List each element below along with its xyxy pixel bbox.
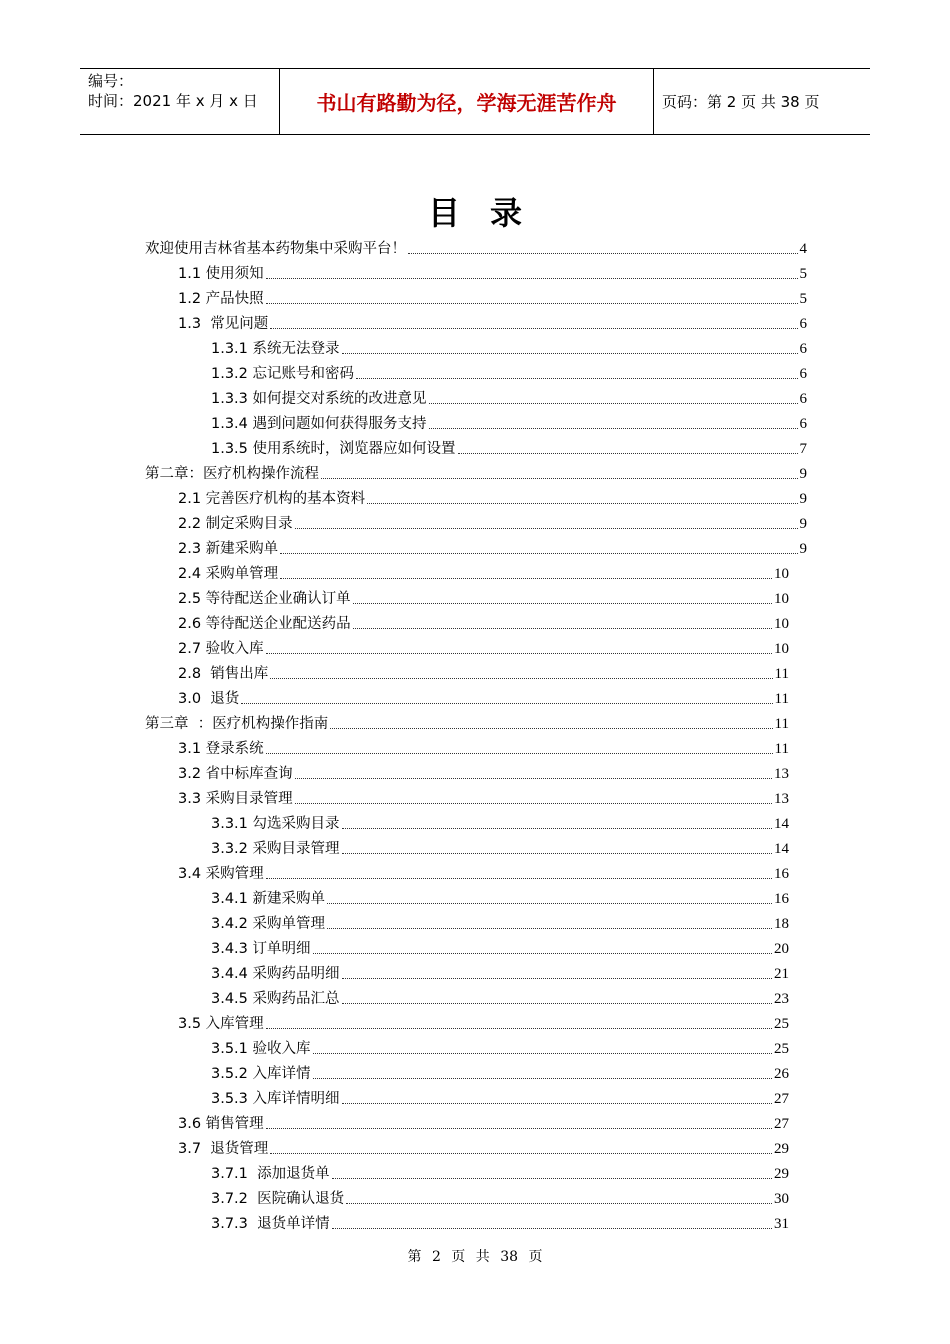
toc-entry-page: 11	[774, 666, 789, 682]
date-label: 时间：2021 年 x 月 x 日	[88, 92, 258, 110]
toc-leader-dots	[342, 828, 772, 829]
toc-leader-dots	[458, 453, 798, 454]
toc-entry-page: 10	[774, 591, 789, 607]
toc-entry-page: 9	[799, 516, 807, 532]
toc-entry-label: 1.3.5 使用系统时，浏览器应如何设置	[211, 441, 456, 457]
toc-leader-dots	[342, 1003, 772, 1004]
toc-entry-label: 1.3 常见问题	[178, 316, 269, 332]
toc-entry[interactable]	[145, 308, 807, 333]
toc-leader-dots	[266, 1128, 772, 1129]
toc-entry[interactable]	[145, 808, 789, 833]
toc-entry-page: 10	[774, 566, 789, 582]
toc-entry-label: 3.4.5 采购药品汇总	[211, 991, 340, 1007]
toc-entry[interactable]	[145, 1108, 789, 1133]
toc-entry-label: 3.7.3 退货单详情	[211, 1216, 330, 1232]
table-of-contents	[145, 233, 807, 1233]
toc-leader-dots	[266, 753, 773, 754]
toc-leader-dots	[270, 1153, 772, 1154]
toc-leader-dots	[295, 528, 798, 529]
toc-entry-label: 3.3.1 勾选采购目录	[211, 816, 340, 832]
toc-entry-page: 29	[774, 1141, 789, 1157]
toc-leader-dots	[321, 478, 798, 479]
toc-leader-dots	[332, 1178, 772, 1179]
toc-leader-dots	[330, 728, 772, 729]
toc-entry-page: 25	[774, 1016, 789, 1032]
toc-entry-label: 2.7 验收入库	[178, 641, 264, 657]
toc-entry-label: 3.4.4 采购药品明细	[211, 966, 340, 982]
toc-entry-label: 第三章 ：医疗机构操作指南	[145, 716, 329, 732]
toc-leader-dots	[270, 328, 797, 329]
toc-entry-label: 1.2 产品快照	[178, 291, 264, 307]
toc-entry-page: 13	[774, 791, 789, 807]
toc-entry[interactable]	[145, 783, 789, 808]
toc-entry-page: 16	[774, 891, 789, 907]
toc-leader-dots	[342, 353, 798, 354]
toc-leader-dots	[313, 1078, 772, 1079]
toc-entry-page: 11	[774, 741, 789, 757]
toc-entry-label: 2.2 制定采购目录	[178, 516, 293, 532]
toc-entry-page: 27	[774, 1116, 789, 1132]
toc-entry-label: 2.6 等待配送企业配送药品	[178, 616, 351, 632]
toc-entry-page: 9	[799, 541, 807, 557]
toc-entry-page: 7	[799, 441, 807, 457]
toc-entry[interactable]	[145, 533, 807, 558]
page-header	[80, 68, 870, 135]
toc-entry[interactable]	[145, 333, 807, 358]
toc-entry[interactable]	[145, 983, 789, 1008]
toc-leader-dots	[295, 803, 772, 804]
page-footer: 第 2 页 共 38 页	[407, 1249, 543, 1265]
toc-entry-page: 5	[799, 291, 807, 307]
toc-entry[interactable]	[145, 483, 807, 508]
toc-entry-page: 14	[774, 816, 789, 832]
toc-entry-label: 第二章：医疗机构操作流程	[145, 466, 319, 482]
toc-entry-page: 6	[799, 416, 807, 432]
toc-entry-page: 26	[774, 1066, 789, 1082]
toc-entry[interactable]	[145, 758, 789, 783]
toc-entry-label: 2.8 销售出库	[178, 666, 269, 682]
toc-entry-label: 3.4.1 新建采购单	[211, 891, 326, 907]
toc-entry-page: 6	[799, 316, 807, 332]
toc-leader-dots	[342, 1103, 772, 1104]
toc-entry-label: 3.5.3 入库详情明细	[211, 1091, 340, 1107]
toc-entry[interactable]	[145, 358, 807, 383]
toc-entry[interactable]	[145, 383, 807, 408]
toc-entry[interactable]	[145, 1208, 789, 1233]
header-page-info: 页码：第 2 页 共 38 页	[662, 93, 820, 111]
toc-entry[interactable]	[145, 558, 789, 583]
toc-entry-label: 3.5 入库管理	[178, 1016, 264, 1032]
toc-entry[interactable]	[145, 1033, 789, 1058]
toc-leader-dots	[429, 403, 798, 404]
toc-entry[interactable]	[145, 658, 789, 683]
toc-entry-page: 5	[799, 266, 807, 282]
toc-entry[interactable]	[145, 433, 807, 458]
toc-entry-page: 25	[774, 1041, 789, 1057]
toc-leader-dots	[313, 1053, 772, 1054]
toc-leader-dots	[342, 853, 772, 854]
toc-leader-dots	[332, 1228, 772, 1229]
toc-entry[interactable]	[145, 283, 807, 308]
toc-entry-label: 2.4 采购单管理	[178, 566, 279, 582]
toc-entry-page: 11	[774, 716, 789, 732]
toc-leader-dots	[280, 553, 797, 554]
toc-leader-dots	[353, 628, 772, 629]
toc-entry-page: 23	[774, 991, 789, 1007]
toc-entry[interactable]	[145, 833, 789, 858]
toc-entry-label: 1.3.2 忘记账号和密码	[211, 366, 355, 382]
toc-entry[interactable]	[145, 883, 789, 908]
toc-leader-dots	[429, 428, 798, 429]
toc-entry-label: 2.3 新建采购单	[178, 541, 279, 557]
toc-entry-label: 3.3.2 采购目录管理	[211, 841, 340, 857]
toc-leader-dots	[353, 603, 772, 604]
toc-entry[interactable]	[145, 608, 789, 633]
toc-entry-page: 20	[774, 941, 789, 957]
toc-entry[interactable]	[145, 1133, 789, 1158]
toc-entry[interactable]	[145, 908, 789, 933]
toc-entry-label: 3.5.2 入库详情	[211, 1066, 311, 1082]
toc-entry[interactable]	[145, 233, 807, 258]
toc-entry-page: 4	[799, 241, 807, 257]
toc-entry-label: 1.1 使用须知	[178, 266, 264, 282]
toc-entry[interactable]	[145, 633, 789, 658]
toc-entry-page: 21	[774, 966, 789, 982]
toc-entry-page: 13	[774, 766, 789, 782]
toc-leader-dots	[270, 678, 772, 679]
toc-entry-page: 29	[774, 1166, 789, 1182]
toc-leader-dots	[266, 1028, 772, 1029]
toc-leader-dots	[266, 878, 772, 879]
toc-entry-label: 3.0 退货	[178, 691, 240, 707]
toc-leader-dots	[356, 378, 797, 379]
toc-entry-label: 3.7 退货管理	[178, 1141, 269, 1157]
toc-entry-label: 3.2 省中标库查询	[178, 766, 293, 782]
toc-leader-dots	[327, 903, 772, 904]
toc-entry[interactable]	[145, 1183, 789, 1208]
toc-entry-page: 27	[774, 1091, 789, 1107]
toc-leader-dots	[367, 503, 797, 504]
toc-leader-dots	[313, 953, 772, 954]
toc-entry[interactable]	[145, 1083, 789, 1108]
toc-entry-label: 1.3.3 如何提交对系统的改进意见	[211, 391, 427, 407]
toc-entry[interactable]	[145, 733, 789, 758]
toc-entry-label: 3.4 采购管理	[178, 866, 264, 882]
toc-entry-label: 欢迎使用吉林省基本药物集中采购平台！	[145, 241, 406, 257]
toc-entry-page: 10	[774, 641, 789, 657]
toc-entry-label: 3.7.2 医院确认退货	[211, 1191, 345, 1207]
toc-entry[interactable]	[145, 933, 789, 958]
toc-entry[interactable]	[145, 683, 789, 708]
toc-entry-page: 6	[799, 366, 807, 382]
toc-entry-label: 1.3.4 遇到问题如何获得服务支持	[211, 416, 427, 432]
toc-entry-page: 9	[799, 491, 807, 507]
toc-entry-page: 9	[799, 466, 807, 482]
toc-entry-label: 3.4.3 订单明细	[211, 941, 311, 957]
toc-entry-label: 2.5 等待配送企业确认订单	[178, 591, 351, 607]
toc-entry-page: 30	[774, 1191, 789, 1207]
toc-entry-label: 2.1 完善医疗机构的基本资料	[178, 491, 366, 507]
toc-entry-page: 14	[774, 841, 789, 857]
toc-entry-page: 18	[774, 916, 789, 932]
toc-entry-page: 6	[799, 341, 807, 357]
toc-leader-dots	[280, 578, 772, 579]
toc-leader-dots	[327, 928, 772, 929]
toc-entry[interactable]	[145, 1008, 789, 1033]
toc-leader-dots	[266, 303, 798, 304]
toc-entry-label: 1.3.1 系统无法登录	[211, 341, 340, 357]
toc-entry[interactable]	[145, 708, 789, 733]
header-motto: 书山有路勤为径，学海无涯苦作舟	[280, 69, 654, 134]
toc-entry[interactable]	[145, 408, 807, 433]
toc-leader-dots	[241, 703, 772, 704]
toc-entry[interactable]	[145, 1158, 789, 1183]
toc-entry[interactable]	[145, 858, 789, 883]
toc-entry-page: 11	[774, 691, 789, 707]
toc-leader-dots	[342, 978, 772, 979]
toc-leader-dots	[295, 778, 772, 779]
toc-leader-dots	[408, 253, 798, 254]
toc-entry-label: 3.5.1 验收入库	[211, 1041, 311, 1057]
toc-entry[interactable]	[145, 508, 807, 533]
toc-entry-label: 3.7.1 添加退货单	[211, 1166, 330, 1182]
toc-entry-page: 31	[774, 1216, 789, 1232]
page-title: 目录	[427, 194, 552, 232]
toc-entry-page: 16	[774, 866, 789, 882]
toc-entry-page: 10	[774, 616, 789, 632]
toc-entry[interactable]	[145, 583, 789, 608]
header-meta	[80, 69, 280, 134]
number-label: 编号：	[88, 72, 134, 90]
toc-entry-page: 6	[799, 391, 807, 407]
toc-entry[interactable]	[145, 258, 807, 283]
toc-entry-label: 3.4.2 采购单管理	[211, 916, 326, 932]
toc-entry-label: 3.6 销售管理	[178, 1116, 264, 1132]
toc-entry-label: 3.1 登录系统	[178, 741, 264, 757]
toc-entry-label: 3.3 采购目录管理	[178, 791, 293, 807]
toc-entry[interactable]	[145, 458, 807, 483]
toc-entry[interactable]	[145, 1058, 789, 1083]
toc-leader-dots	[346, 1203, 772, 1204]
toc-leader-dots	[266, 278, 798, 279]
toc-leader-dots	[266, 653, 772, 654]
toc-entry[interactable]	[145, 958, 789, 983]
